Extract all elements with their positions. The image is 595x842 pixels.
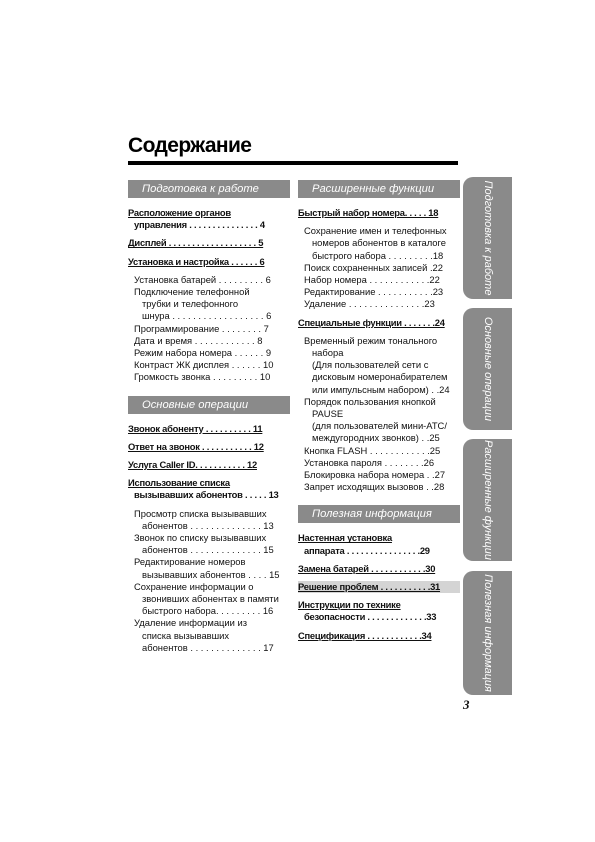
toc-list-basic [128,423,290,654]
toc-entry-line: Программирование . . . . . . . . 7 [134,322,269,334]
toc-entry-line: Настенная установка [298,532,392,544]
toc-entry-line: Ответ на звонок . . . . . . . . . . . 12 [128,440,264,452]
toc-entry-line: Удаление . . . . . . . . . . . . . . .23 [304,298,435,310]
side-tab-prep[interactable] [463,177,512,299]
toc-column-right [298,180,460,648]
toc-entry-line: Громкость звонка . . . . . . . . . 10 [134,371,271,383]
toc-entry-line: абонентов . . . . . . . . . . . . . . 13 [142,519,274,531]
toc-entry-line: Специальные функции . . . . . . .24 [298,316,445,328]
side-tab-label: Подготовка к работе [481,180,494,296]
toc-entry-line: Установка пароля . . . . . . . .26 [304,456,435,468]
toc-entry[interactable] [298,274,460,286]
toc-entry-line: (для пользователей мини-АТС/ [312,420,447,432]
toc-entry[interactable] [128,323,290,335]
toc-entry[interactable] [298,581,460,593]
toc-entry-line: быстрого набора. . . . . . . . . 16 [142,605,274,617]
toc-entry-line: трубки и телефонного [142,298,239,310]
toc-entry-line: Сохранение имен и телефонных [304,225,447,237]
toc-entry-line: Использование списка [128,477,230,489]
toc-entry-line: безопасности . . . . . . . . . . . . .33 [304,611,437,623]
toc-entry-line: Набор номера . . . . . . . . . . . .22 [304,274,440,286]
page-title: Содержание [128,134,252,157]
toc-entry-line: Редактирование . . . . . . . . . . .23 [304,286,444,298]
toc-entry[interactable] [298,445,460,457]
toc-entry-line: Запрет исходящих вызовов . .28 [304,481,445,493]
toc-entry-line: Решение проблем . . . . . . . . . . .31 [298,581,441,593]
toc-entry-line: быстрого набора . . . . . . . . .18 [312,249,444,261]
toc-entry[interactable] [298,225,460,262]
toc-entry-line: аппарата . . . . . . . . . . . . . . . .29 [304,544,430,556]
section-heading-useful: Полезная информация [298,505,460,523]
toc-entry[interactable] [128,617,290,654]
toc-entry[interactable] [298,469,460,481]
toc-entry[interactable] [128,459,290,471]
toc-entry-line: Режим набора номера . . . . . . 9 [134,347,272,359]
toc-entry[interactable] [128,441,290,453]
toc-entry[interactable] [128,359,290,371]
toc-entry[interactable] [128,508,290,532]
toc-entry-line: Просмотр списка вызывавших [134,507,267,519]
toc-list-useful [298,532,460,641]
toc-entry-line: Редактирование номеров [134,556,246,568]
toc-entry[interactable] [298,532,460,556]
toc-entry-line: дисковым номеронабирателем [312,371,448,383]
toc-entry-line: Дата и время . . . . . . . . . . . . 8 [134,334,263,346]
toc-entry-line: набора [312,347,344,359]
title-rule [128,161,458,165]
side-tab-label: Основные операции [481,316,494,422]
toc-entry[interactable] [298,317,460,329]
toc-entry-line: вызывавших абонентов . . . . . 13 [134,489,279,501]
toc-entry[interactable] [298,630,460,642]
toc-entry-line: PAUSE [312,408,344,420]
toc-entry-line: Замена батарей . . . . . . . . . . . .30 [298,562,436,574]
toc-entry[interactable] [128,207,290,231]
toc-entry[interactable] [128,274,290,286]
side-tab-advanced[interactable] [463,439,512,561]
toc-entry-line: абонентов . . . . . . . . . . . . . . 15 [142,544,274,556]
toc-entry[interactable] [128,581,290,618]
toc-entry[interactable] [128,256,290,268]
toc-entry-line: (Для пользователей сети с [312,359,429,371]
side-tab-basic[interactable] [463,308,512,430]
toc-list-prep [128,207,290,384]
toc-entry-line: Услуга Caller ID. . . . . . . . . . . 12 [128,459,257,471]
toc-entry[interactable] [128,237,290,249]
toc-entry[interactable] [298,481,460,493]
toc-entry-line: Спецификация . . . . . . . . . . . .34 [298,629,432,641]
toc-entry-line: Сохранение информации о [134,580,254,592]
toc-entry[interactable] [298,335,460,396]
toc-entry-line: Звонок по списку вызывавших [134,532,267,544]
toc-entry[interactable] [128,347,290,359]
toc-entry[interactable] [298,563,460,575]
toc-entry-line: списка вызывавших [142,629,230,641]
toc-entry-line: Установка батарей . . . . . . . . . 6 [134,273,271,285]
toc-entry-line: Звонок абоненту . . . . . . . . . . 11 [128,422,263,434]
toc-entry[interactable] [298,396,460,445]
section-heading-basic: Основные операции [128,396,290,414]
toc-entry-line: Расположение органов [128,207,231,218]
toc-entry-line: междугородних звонков) . .25 [312,432,440,444]
toc-entry[interactable] [298,207,460,219]
toc-entry-line: Блокировка набора номера . .27 [304,469,446,481]
toc-entry-line: или импульсным набором) . .24 [312,383,450,395]
section-heading-prep: Подготовка к работе [128,180,290,198]
toc-entry[interactable] [298,457,460,469]
toc-entry-line: Порядок пользования кнопкой [304,395,436,407]
toc-entry[interactable] [298,262,460,274]
side-tab-label: Полезная информация [481,574,494,692]
toc-entry[interactable] [298,286,460,298]
toc-entry[interactable] [128,371,290,383]
toc-entry-line: Удаление информации из [134,617,248,629]
section-heading-advanced: Расширенные функции [298,180,460,198]
toc-entry-line: Временный режим тонального [304,334,438,346]
side-tab-useful[interactable] [463,571,512,695]
page-number: 3 [463,697,470,712]
toc-entry[interactable] [298,599,460,623]
toc-entry-line: Быстрый набор номера. . . . . 18 [298,207,439,218]
toc-entry-line: Инструкции по технике [298,599,401,611]
toc-entry[interactable] [128,532,290,556]
toc-entry-line: управления . . . . . . . . . . . . . . . 4 [134,219,265,231]
toc-entry-line: Установка и настройка . . . . . . 6 [128,255,265,267]
toc-entry-line: звонивших абонентах в памяти [142,593,279,605]
toc-entry[interactable] [128,556,290,580]
toc-entry-line: шнура . . . . . . . . . . . . . . . . . . 6 [142,310,272,322]
toc-entry-line: Кнопка FLASH . . . . . . . . . . . .25 [304,444,441,456]
toc-entry-line: Контраст ЖК дисплея . . . . . . 10 [134,359,274,371]
toc-column-left [128,180,290,660]
toc-entry-line: Поиск сохраненных записей .22 [304,261,443,273]
toc-entry-line: Подключение телефонной [134,286,250,298]
toc-entry-line: номеров абонентов в каталоге [312,237,446,249]
toc-entry[interactable] [128,477,290,501]
toc-list-advanced [298,207,460,493]
toc-entry[interactable] [128,286,290,323]
toc-entry[interactable] [298,298,460,310]
side-tab-label: Расширенные функции [481,439,494,561]
toc-entry-line: абонентов . . . . . . . . . . . . . . 17 [142,641,274,653]
toc-entry[interactable] [128,335,290,347]
toc-entry-line: Дисплей . . . . . . . . . . . . . . . . . . . 5 [128,237,264,249]
toc-entry-line: вызывавших абонентов . . . . 15 [142,568,280,580]
toc-entry[interactable] [128,423,290,435]
